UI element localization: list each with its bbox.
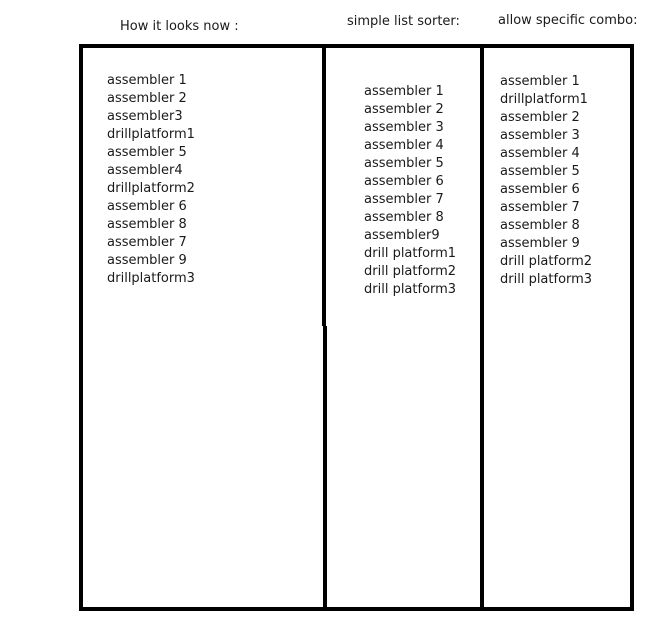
simple-sorted-list [364, 83, 456, 299]
column-divider-1-upper [322, 44, 326, 326]
list-item: assembler 5 [364, 156, 444, 171]
list-item: assembler 2 [500, 110, 580, 125]
list-item: assembler 5 [500, 164, 580, 179]
list-item: assembler9 [364, 228, 440, 243]
column-divider-2 [480, 44, 484, 611]
column-heading-simple-sorter: simple list sorter: [347, 14, 460, 29]
frame-top-border [79, 44, 634, 48]
list-item: assembler 5 [107, 145, 187, 160]
list-item: drill platform3 [364, 282, 457, 297]
list-item: assembler 1 [500, 74, 580, 89]
list-item: assembler4 [107, 163, 183, 178]
list-item: drill platform3 [500, 272, 593, 287]
list-item: drill platform2 [364, 264, 457, 279]
list-item: assembler 7 [364, 192, 444, 207]
list-item: assembler 2 [107, 91, 187, 106]
list-item: assembler 8 [364, 210, 444, 225]
list-item: assembler 7 [107, 235, 187, 250]
list-item: assembler 1 [364, 84, 444, 99]
list-item: assembler3 [107, 109, 183, 124]
column-divider-1-lower [323, 326, 327, 611]
frame-bottom-border [79, 607, 634, 611]
current-order-list [107, 72, 195, 288]
list-item: assembler 2 [364, 102, 444, 117]
list-item: assembler 4 [500, 146, 580, 161]
list-item: drillplatform3 [107, 271, 195, 286]
list-item: drillplatform2 [107, 181, 195, 196]
list-item: assembler 3 [364, 120, 444, 135]
list-item: drill platform1 [364, 246, 457, 261]
list-item: assembler 4 [364, 138, 444, 153]
list-item: assembler 6 [364, 174, 444, 189]
frame-left-border [79, 44, 83, 611]
list-item: assembler 8 [500, 218, 580, 233]
column-heading-specific-combo: allow specific combo: [498, 13, 638, 28]
list-item: assembler 9 [107, 253, 187, 268]
list-item: assembler 3 [500, 128, 580, 143]
list-item: drillplatform1 [107, 127, 195, 142]
list-item: assembler 8 [107, 217, 187, 232]
frame-right-border [630, 44, 634, 611]
column-heading-current: How it looks now : [120, 19, 239, 34]
list-item: assembler 6 [107, 199, 187, 214]
specific-combo-list [500, 73, 592, 289]
list-item: assembler 6 [500, 182, 580, 197]
list-item: assembler 9 [500, 236, 580, 251]
list-item: assembler 1 [107, 73, 187, 88]
list-item: assembler 7 [500, 200, 580, 215]
list-item: drillplatform1 [500, 92, 588, 107]
list-item: drill platform2 [500, 254, 593, 269]
